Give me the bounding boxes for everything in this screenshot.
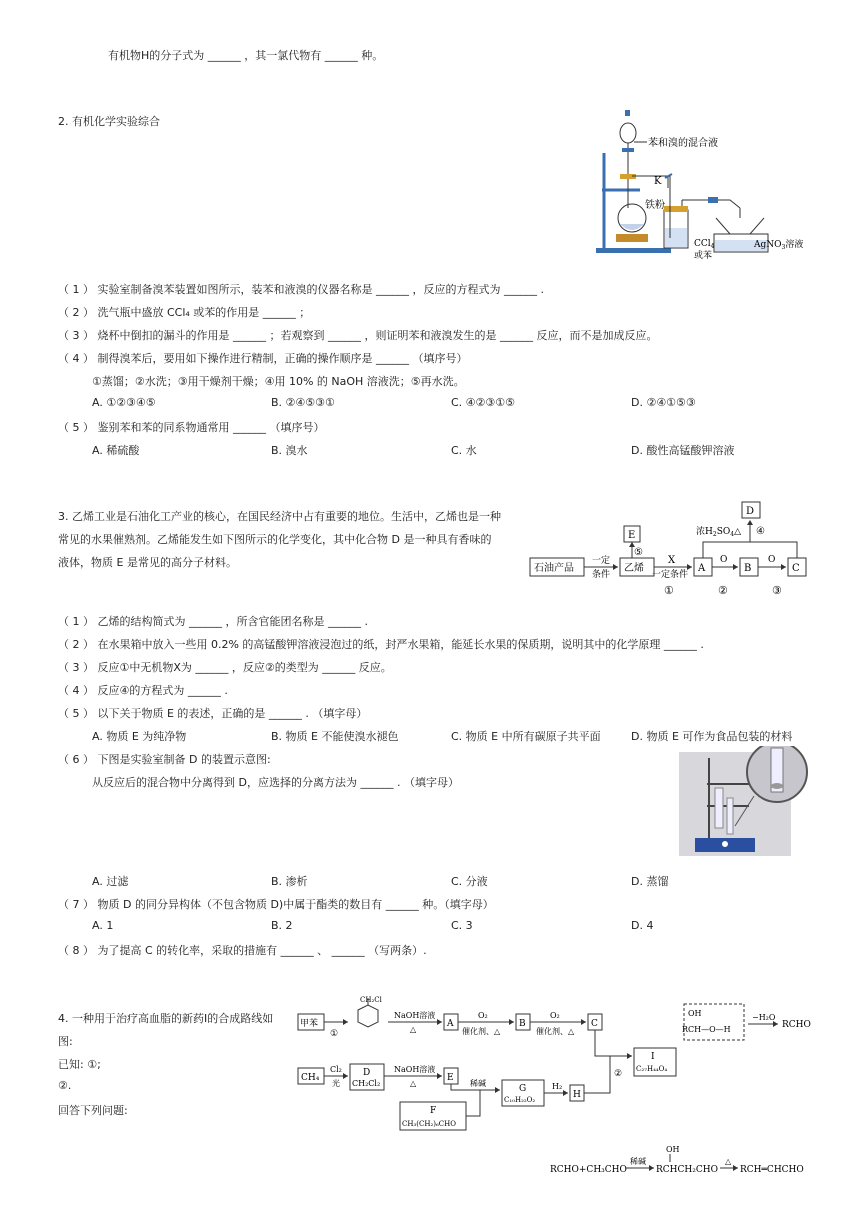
svg-text:A: A	[447, 1019, 454, 1029]
q2-title: 2. 有机化学实验综合	[58, 115, 160, 128]
q2-item-1: （ 1 ） 实验室制备溴苯装置如图所示，装苯和液溴的仪器名称是 ______ ，反应的方程式为 ______ .	[58, 283, 544, 296]
q3-intro-line-2: 常见的水果催熟剂。乙烯能发生如下图所示的化学变化，其中化合物 D 是一种具有香味的	[58, 533, 492, 546]
svg-text:B: B	[744, 563, 752, 574]
svg-text:−H₂O: −H₂O	[752, 1013, 776, 1022]
separatory-funnel	[620, 123, 636, 143]
svg-text:OH: OH	[688, 1009, 702, 1018]
q3-q5-option-a[interactable]: A. 物质 E 为纯净物	[92, 730, 187, 743]
svg-text:CH₂Cl₂: CH₂Cl₂	[352, 1079, 381, 1088]
q3-item-7: （ 7 ） 物质 D 的同分异构体（不包含物质 D)中属于酯类的数目有 ______ 种。（填字母）	[58, 898, 494, 911]
svg-text:X: X	[668, 555, 676, 566]
svg-text:I: I	[651, 1052, 655, 1062]
q4-intro-line-5: 回答下列问题:	[58, 1104, 128, 1117]
q2-q4-option-a[interactable]: A. ①②③④⑤	[92, 396, 156, 409]
svg-text:△: △	[725, 1157, 732, 1166]
q3-q7-option-a[interactable]: A. 1	[92, 919, 114, 932]
svg-text:CH₃(CH₂)₆CHO: CH₃(CH₂)₆CHO	[402, 1120, 457, 1128]
svg-text:O: O	[720, 555, 728, 565]
q2-item-4: （ 4 ） 制得溴苯后，要用如下操作进行精制，正确的操作顺序是 ______ （填序号）	[58, 352, 468, 365]
svg-text:B: B	[519, 1019, 526, 1029]
svg-text:OH: OH	[666, 1145, 680, 1154]
svg-text:RCHCH₂CHO: RCHCH₂CHO	[656, 1165, 718, 1175]
svg-text:RCHO+CH₃CHO: RCHO+CH₃CHO	[550, 1165, 627, 1175]
synthesis-route-diagram	[296, 996, 816, 1136]
svg-text:O₂: O₂	[478, 1011, 488, 1020]
q3-q5-option-b[interactable]: B. 物质 E 不能使溴水褪色	[271, 730, 399, 743]
q2-q5-option-d[interactable]: D. 酸性高锰酸钾溶液	[631, 444, 735, 457]
svg-text:O: O	[768, 555, 776, 565]
q4-intro-line-4: ②.	[58, 1079, 72, 1092]
q3-item-8: （ 8 ） 为了提高 C 的转化率，采取的措施有 ______ 、 ______ （写两条）.	[58, 944, 427, 957]
svg-text:D: D	[363, 1068, 371, 1078]
svg-text:一定: 一定	[592, 556, 611, 566]
svg-text:石油产品: 石油产品	[534, 563, 574, 574]
svg-text:O₂: O₂	[550, 1011, 560, 1020]
q2-q5-option-c[interactable]: C. 水	[451, 444, 477, 457]
q3-item-2: （ 2 ） 在水果箱中放入一些用 0.2% 的高锰酸钾溶液浸泡过的纸，封严水果箱，能延长水果的保质期，说明其中的化学原理 ______ .	[58, 638, 704, 651]
svg-text:①: ①	[330, 1029, 339, 1039]
svg-text:H: H	[573, 1090, 581, 1100]
q4-intro-line-2: 图:	[58, 1035, 73, 1048]
svg-text:③: ③	[772, 584, 782, 597]
q3-q7-option-b[interactable]: B. 2	[271, 919, 293, 932]
svg-text:④: ④	[756, 526, 765, 537]
svg-text:乙烯: 乙烯	[624, 563, 644, 574]
svg-text:Cl₂: Cl₂	[330, 1065, 342, 1074]
q2-q4-option-b[interactable]: B. ②④⑤③①	[271, 396, 335, 409]
svg-text:E: E	[447, 1073, 454, 1083]
svg-text:G: G	[519, 1084, 527, 1094]
bromobenzene-apparatus-diagram	[590, 108, 815, 268]
svg-text:光: 光	[332, 1079, 340, 1088]
svg-text:D: D	[746, 506, 755, 517]
svg-text:△: △	[410, 1025, 417, 1034]
svg-text:RCH═CHCHO: RCH═CHCHO	[740, 1165, 804, 1175]
ester-apparatus-photo	[679, 746, 809, 858]
svg-text:CH₄: CH₄	[301, 1073, 320, 1083]
svg-text:C: C	[792, 563, 800, 574]
svg-text:②: ②	[718, 584, 728, 597]
svg-text:E: E	[628, 530, 636, 541]
q3-q6-option-a[interactable]: A. 过滤	[92, 875, 129, 888]
funnel-stopper	[625, 110, 630, 116]
svg-text:②: ②	[614, 1069, 623, 1079]
q3-q7-option-d[interactable]: D. 4	[631, 919, 654, 932]
q4-intro-line-1: 4. 一种用于治疗高血脂的新药I的合成路线如	[58, 1012, 274, 1025]
svg-text:C: C	[591, 1019, 598, 1029]
benzene-ring-icon	[358, 1005, 378, 1027]
q3-item-5: （ 5 ） 以下关于物质 E 的表述，正确的是 ______ . （填字母）	[58, 707, 368, 720]
q3-intro-line-1: 3. 乙烯工业是石油化工产业的核心，在国民经济中占有重要的地位。生活中，乙烯也是一种	[58, 510, 501, 523]
label-mix: 苯和溴的混合液	[648, 138, 718, 149]
svg-text:一定条件: 一定条件	[652, 570, 689, 580]
svg-text:RCHO: RCHO	[782, 1020, 811, 1030]
q3-item-3: （ 3 ） 反应①中无机物X为 ______ ，反应②的类型为 ______ 反应。	[58, 661, 392, 674]
svg-text:NaOH溶液: NaOH溶液	[394, 1065, 436, 1074]
q3-item-6b: 从反应后的混合物中分离得到 D，应选择的分离方法为 ______ . （填字母）	[92, 776, 459, 789]
svg-text:A: A	[698, 563, 706, 574]
svg-text:催化剂、△: 催化剂、△	[536, 1027, 575, 1036]
svg-text:RCH—O—H: RCH—O—H	[682, 1025, 731, 1034]
q2-item-2: （ 2 ） 洗气瓶中盛放 CCl₄ 或苯的作用是 ______ ；	[58, 306, 311, 319]
q3-item-1: （ 1 ） 乙烯的结构简式为 ______ ，所含官能团名称是 ______ .	[58, 615, 368, 628]
q2-q4-steps: ①蒸馏；②水洗；③用干燥剂干燥；④用 10% 的 NaOH 溶液洗；⑤再水洗。	[92, 375, 465, 388]
stand-base	[596, 248, 671, 253]
q3-intro-line-3: 液体，物质 E 是常见的高分子材料。	[58, 556, 237, 569]
svg-text:⑤: ⑤	[634, 547, 643, 558]
svg-text:△: △	[410, 1079, 417, 1088]
q4-intro-line-3: 已知: ①;	[58, 1058, 101, 1071]
svg-text:①: ①	[664, 584, 674, 597]
label-ccl4: CCl$_4$	[694, 239, 715, 250]
ethylene-reaction-scheme	[528, 500, 818, 602]
q3-q6-option-c[interactable]: C. 分液	[451, 875, 488, 888]
q3-q6-option-b[interactable]: B. 渗析	[271, 875, 308, 888]
known-reaction-2	[548, 1140, 812, 1182]
q3-q5-option-c[interactable]: C. 物质 E 中所有碳原子共平面	[451, 730, 601, 743]
svg-text:催化剂、△: 催化剂、△	[462, 1027, 501, 1036]
q2-q5-option-a[interactable]: A. 稀硫酸	[92, 444, 140, 457]
label-agno3: AgNO$_3$溶液	[754, 240, 804, 251]
q3-item-4: （ 4 ） 反应④的方程式为 ______ .	[58, 684, 228, 697]
q2-q4-option-c[interactable]: C. ④②③①⑤	[451, 396, 515, 409]
q3-q7-option-c[interactable]: C. 3	[451, 919, 473, 932]
q3-q6-option-d[interactable]: D. 蒸馏	[631, 875, 669, 888]
label-iron-powder: 铁粉	[645, 200, 665, 211]
svg-text:C₁₀H₂₂O₂: C₁₀H₂₂O₂	[504, 1096, 536, 1104]
label-conc-acid: 浓$H_2SO_4\triangle$	[696, 527, 741, 538]
svg-text:F: F	[430, 1106, 437, 1116]
intro-line: 有机物H的分子式为 ______ ，其一氯代物有 ______ 种。	[108, 49, 384, 62]
q3-item-6a: （ 6 ） 下图是实验室制备 D 的装置示意图:	[58, 753, 271, 766]
svg-text:条件: 条件	[592, 570, 611, 580]
q3-q5-option-d[interactable]: D. 物质 E 可作为食品包装的材料	[631, 730, 793, 743]
label-k: K	[654, 176, 662, 187]
svg-text:甲苯: 甲苯	[300, 1019, 319, 1029]
q2-q4-option-d[interactable]: D. ②④①⑤③	[631, 396, 696, 409]
svg-text:H₂: H₂	[552, 1082, 563, 1091]
svg-text:CH₂Cl: CH₂Cl	[360, 996, 382, 1004]
label-or-benzene: 或苯	[694, 251, 713, 261]
q2-item-3: （ 3 ） 烧杯中倒扣的漏斗的作用是 ______ ；若观察到 ______ ，则证明苯和液溴发生的是 ______ 反应，而不是加成反应。	[58, 329, 658, 342]
svg-text:C₂₇H₄₄O₄: C₂₇H₄₄O₄	[636, 1065, 668, 1073]
q2-q5-option-b[interactable]: B. 溴水	[271, 444, 308, 457]
svg-text:稀碱: 稀碱	[470, 1079, 486, 1088]
svg-text:稀碱: 稀碱	[630, 1157, 646, 1166]
q2-item-5: （ 5 ） 鉴别苯和苯的同系物通常用 ______ （填序号）	[58, 421, 325, 434]
svg-text:NaOH溶液: NaOH溶液	[394, 1011, 436, 1020]
